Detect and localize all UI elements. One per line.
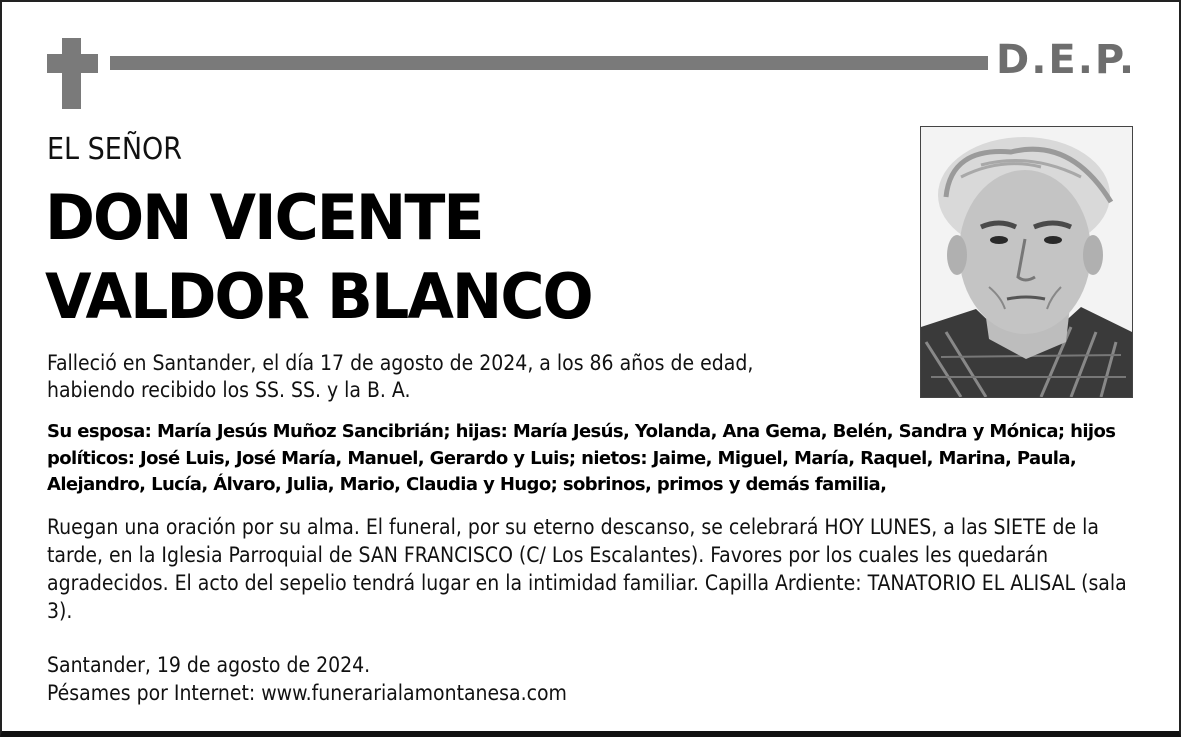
dep-label: D.E.P. bbox=[996, 37, 1137, 83]
deceased-name-line-1: DON VICENTE bbox=[45, 181, 483, 254]
portrait-photo bbox=[920, 126, 1133, 398]
closing-block bbox=[47, 651, 567, 707]
header-rule bbox=[110, 56, 988, 70]
place-date: Santander, 19 de agosto de 2024. bbox=[47, 653, 371, 677]
deceased-name-line-2: VALDOR BLANCO bbox=[45, 260, 592, 333]
honorific: EL SEÑOR bbox=[47, 132, 183, 167]
death-details-line-1: Falleció en Santander, el día 17 de agosto de 2024, a los 86 años de edad, bbox=[47, 351, 754, 375]
family-list: Su esposa: María Jesús Muñoz Sancibrián; hijas: María Jesús, Yolanda, Ana Gema, Belén, Sandra y Mónica; hijos políticos: José Luis, José María, Manuel, Gerardo y Luis; nietos: Jaime, Miguel, María, Raquel, Marina, Paula, Alejandro, Lucía, Álvaro, Julia, Mario, Claudia y Hugo; sobrinos, primos y demás familia, bbox=[47, 421, 1116, 495]
death-details bbox=[47, 350, 907, 404]
cross-icon bbox=[62, 38, 81, 109]
death-details-line-2: habiendo recibido los SS. SS. y la B. A. bbox=[47, 378, 411, 402]
cross-icon-bar bbox=[47, 54, 98, 73]
funeral-details: Ruegan una oración por su alma. El funeral, por su eterno descanso, se celebrará HOY LUNES, a las SIETE de la tarde, en la Iglesia Parroquial de SAN FRANCISCO (C/ Los Escalantes). Favores por los cuales les quedarán agradecidos. El acto del sepelio tendrá lugar en la intimidad familiar. Capilla Ardiente: TANATORIO EL ALISAL (sala 3). bbox=[47, 515, 1127, 623]
condolences-link: Pésames por Internet: www.funerarialamontanesa.com bbox=[47, 681, 567, 705]
portrait-image bbox=[921, 127, 1132, 397]
